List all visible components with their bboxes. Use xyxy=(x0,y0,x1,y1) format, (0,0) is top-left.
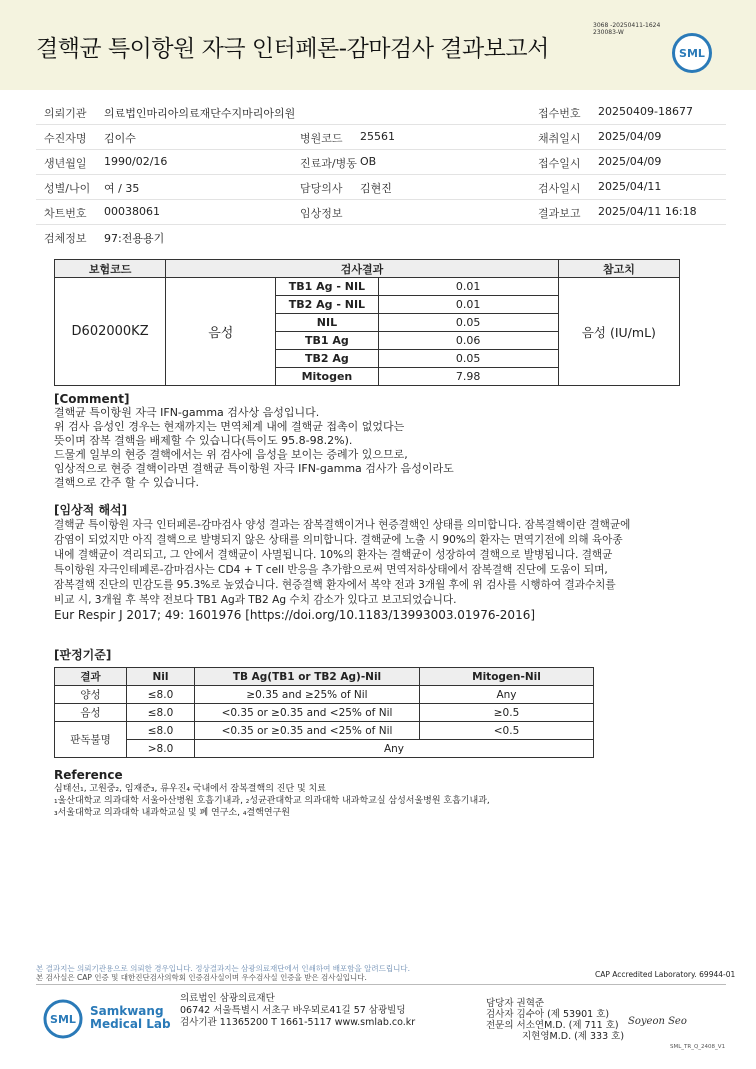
form-code: SML_TR_Q_2408_V1 xyxy=(670,1044,726,1050)
criteria-row: 판독불명 ≤8.0 <0.35 or ≥0.35 and <25% of Nil <0.5 xyxy=(55,722,594,740)
signature: Soyeon Seo xyxy=(628,1016,687,1027)
sex-age-value: 여 / 35 xyxy=(104,182,140,195)
result-value: 0.06 xyxy=(378,332,558,350)
doctor-value: 김현진 xyxy=(360,182,392,195)
interpretation-section: [임상적 해석] 결핵균 특이항원 자극 인터페론-감마검사 양성 결과는 잠복결핵이거나 현증결핵인 상태를 의미합니다. 잠복결핵이란 결핵균에 감염이 되었지만 아직 결핵으로 발병되지 않은 상태를 의미합니다. 결핵균에 노출 시 90%의 환자는 면역기전에 의해 육아종 내에 결핵균이 격리되고, 그 안에서 결핵균이 사멸됩니다. 10%의 환자는 결핵균이 성장하여 결핵으로 발병됩니다. 결핵균 특이항원 자극인테페론-감마검사는 CD4 + T cell 반응을 추가함으로써 면역저하상태에서 잠복결핵 진단에 도움이 되며, 잠복결핵 진단의 민감도를 95.3%로 높였습니다. 현증결핵 환자에서 복약 전과 3개월 후에 위 검사를 시행하여 결과수치를 비교 시, 3개월 후 복약 전보다 TB1 Ag과 TB2 Ag 수치 감소가 있다고 보고되었습니다. Eur Respir J 2017; 49: 1601976 [https://doi.org/10.1183/13993003.01976-2016] xyxy=(54,503,744,623)
report-date-value: 2025/04/11 16:18 xyxy=(598,205,697,218)
citation: Eur Respir J 2017; 49: 1601976 [https://doi.org/10.1183/13993003.01976-2016] xyxy=(54,608,536,622)
report-title: 결핵균 특이항원 자극 인터페론-감마검사 결과보고서 xyxy=(36,36,549,62)
result-value: 0.01 xyxy=(378,278,558,296)
info-row: 검체정보 97:전용용기 xyxy=(44,232,165,245)
insurance-code: D602000KZ xyxy=(55,278,166,386)
reference-range: 음성 (IU/mL) xyxy=(558,278,679,386)
receipt-no-value: 20250409-18677 xyxy=(598,105,693,118)
result-value: 0.01 xyxy=(378,296,558,314)
reference-section: Reference 심태선₁, 고원중₂, 임재준₃, 류우진₄ 국내에서 잠복결핵의 진단 및 치료 ₁울산대학교 의과대학 서울아산병원 호흡기내과, ₂성균관대학교 의과대학 내과학교실 삼성서울병원 호흡기내과, ₃서울대학교 의과대학 내과학교실 및 폐 연구소, ₄결핵연구원 xyxy=(54,768,490,818)
patient-name-value: 김이수 xyxy=(104,132,136,145)
staff-list: 담당자 권혁준 검사자 김수아 (제 53901 호) 전문의 서소연M.D. (제 711 호) 지현영M.D. (제 333 호) xyxy=(486,998,625,1042)
result-table: 보험코드 검사결과 참고치 D602000KZ 음성 TB1 Ag - NIL 0.01 음성 (IU/mL) TB2 Ag - NIL 0.01 NIL 0.05 TB1 Ag 0.06 TB2 Ag 0.05 Mitogen 7.98 xyxy=(54,259,680,386)
overall-result: 음성 xyxy=(166,278,276,386)
lab-address: 의료법인 삼광의료재단 06742 서울특별시 서초구 바우뫼로41길 57 삼광빌딩 검사기관 11365200 T 1661-5117 www.smlab.co.kr xyxy=(180,993,416,1028)
result-value: 0.05 xyxy=(378,314,558,332)
criteria-table: 결과 Nil TB Ag(TB1 or TB2 Ag)-Nil Mitogen-Nil 양성 ≤8.0 ≥0.35 and ≥25% of Nil Any 음성 ≤8.0 <0.35 or ≥0.35 and <25% of Nil ≥0.5 판독불명 ≤8.0 <0.35 or ≥0.35 and <25% of Nil <0.5 >8.0 Any xyxy=(54,667,594,758)
info-row: 의뢰기관 의료법인마리아의료재단수지마리아의원 접수번호 20250409-18677 xyxy=(36,100,726,125)
result-value: 0.05 xyxy=(378,350,558,368)
receipt-date-value: 2025/04/09 xyxy=(598,155,662,168)
test-date-value: 2025/04/11 xyxy=(598,180,662,193)
info-row: 성별/나이 여 / 35 담당의사 김현진 검사일시 2025/04/11 xyxy=(36,175,726,200)
specimen-value: 97:전용용기 xyxy=(104,232,165,245)
cap-accreditation: CAP Accredited Laboratory. 69944-01 xyxy=(595,970,736,979)
birth-value: 1990/02/16 xyxy=(104,155,168,168)
dept-value: OB xyxy=(360,155,377,168)
comment-section: [Comment] 결핵균 특이항원 자극 IFN-gamma 검사상 음성입니다. 위 검사 음성인 경우는 현재까지는 면역체계 내에 결핵균 접촉이 없었다는 뜻이며 잠복 결핵을 배제할 수 있습니다(특이도 95.8-98.2%). 드물게 일부의 현증 결핵에서는 위 검사에 음성을 보이는 증례가 있으므로, 임상적으로 현증 결핵이라면 결핵균 특이항원 자극 IFN-gamma 검사가 음성이라도 결핵으로 간주 할 수 있습니다. xyxy=(54,392,454,489)
sml-logo: SML xyxy=(672,33,712,73)
criteria-row: 음성 ≤8.0 <0.35 or ≥0.35 and <25% of Nil ≥0.5 xyxy=(55,704,594,722)
criteria-row: 양성 ≤8.0 ≥0.35 and ≥25% of Nil Any xyxy=(55,686,594,704)
result-value: 7.98 xyxy=(378,368,558,386)
document-code: 3068 -20250411-1624 230083-W xyxy=(593,22,661,36)
footer-divider xyxy=(36,984,726,985)
svg-text:SML: SML xyxy=(50,1013,76,1026)
collect-date-value: 2025/04/09 xyxy=(598,130,662,143)
criteria-row: >8.0 Any xyxy=(55,740,594,758)
brand-name: Samkwang Medical Lab xyxy=(90,1004,171,1031)
info-row: 수진자명 김이수 병원코드 25561 채취일시 2025/04/09 xyxy=(36,125,726,150)
sml-footer-logo xyxy=(42,998,84,1040)
report-header xyxy=(0,0,756,90)
institution-value: 의료법인마리아의료재단수지마리아의원 xyxy=(104,107,296,120)
info-row: 차트번호 00038061 임상정보 결과보고 2025/04/11 16:18 xyxy=(36,200,726,225)
criteria-heading: [판정기준] xyxy=(54,648,112,662)
hospital-code-value: 25561 xyxy=(360,130,395,143)
info-row: 생년월일 1990/02/16 진료과/병동 OB 접수일시 2025/04/09 xyxy=(36,150,726,175)
footer-note: 본 결과지는 의뢰기관용으로 의뢰한 경우입니다. 정상결과지는 삼광의료재단에서 인쇄하여 배포함을 알려드립니다. 본 검사실은 CAP 인증 및 대한진단검사의학회 인증검사실이며 우수검사실 인증을 받은 검사실입니다. xyxy=(36,964,410,982)
chart-no-value: 00038061 xyxy=(104,205,160,218)
